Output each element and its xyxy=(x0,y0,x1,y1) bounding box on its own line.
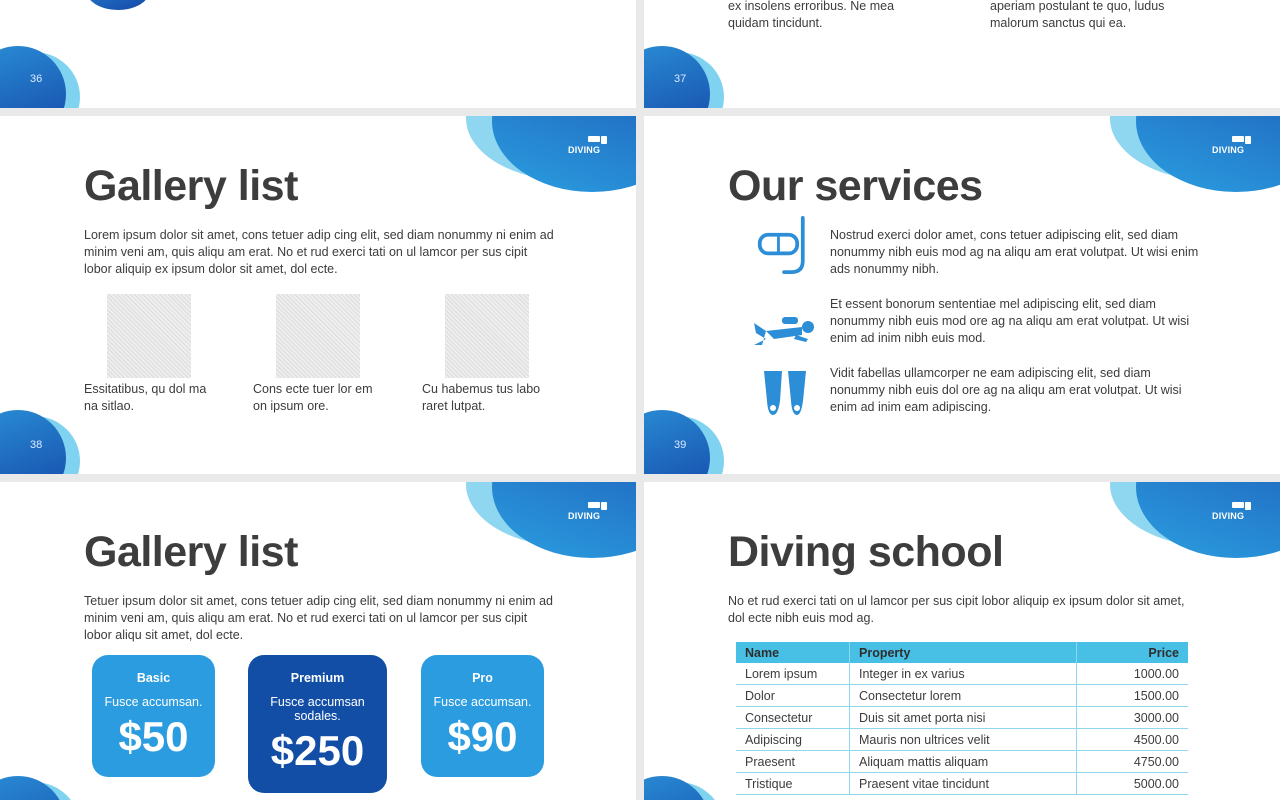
page-number: 37 xyxy=(674,73,687,85)
header-blob xyxy=(1110,116,1280,194)
table-row xyxy=(736,707,1188,729)
slide-40[interactable] xyxy=(0,482,636,800)
plan-name: Premium xyxy=(290,671,345,685)
service-description: Et essent bonorum sententiae mel adipiscing elit, sed diam nonummy nibh euis mod ore ag na aliqu am erat volutpat. Ut wisi enim ad inim nibh euis mod. xyxy=(830,297,1190,345)
plan-price: $50 xyxy=(118,713,189,760)
column-header-price: Price xyxy=(1077,642,1189,663)
plan-name: Basic xyxy=(136,671,171,685)
diving-logo: DIVING xyxy=(1212,136,1252,156)
slide-title: Diving school xyxy=(728,528,1004,576)
gallery-image-placeholder[interactable] xyxy=(107,294,191,378)
header-blob xyxy=(1110,482,1280,560)
gallery-caption: Cons ecte tuer lor em on ipsum ore. xyxy=(253,382,373,413)
slide-37[interactable] xyxy=(644,0,1280,108)
slide-paragraph: No et rud exerci tati on ul lamcor per sus cipit lobor aliquip ex ipsum dolor sit amet, dol ecte nibh euis mod ag. xyxy=(728,594,1185,625)
cell-name: Lorem ipsum xyxy=(736,663,850,685)
header-blob xyxy=(466,116,636,194)
slide-decoration xyxy=(86,0,150,10)
diving-logo: DIVING xyxy=(568,502,608,522)
cell-property: Duis sit amet porta nisi xyxy=(850,707,1077,729)
gallery-caption: Cu habemus tus labo raret lutpat. xyxy=(422,382,541,413)
header-blob xyxy=(466,482,636,560)
cell-name: Adipiscing xyxy=(736,729,850,751)
cell-property: Mauris non ultrices velit xyxy=(850,729,1077,751)
slide-paragraph: Tetuer ipsum dolor sit amet, cons tetuer adip cing elit, sed diam nonummy ni enim ad minim veni am, quis aliqu am erat. No et rud exerci tati on ul lamcor per sus cipit lobor aliqu sit amet, dol ecte. xyxy=(84,594,553,642)
table-row xyxy=(736,729,1188,751)
page-number: 39 xyxy=(674,439,687,451)
pricing-table xyxy=(736,642,1188,795)
pricing-card-pro[interactable] xyxy=(421,655,544,777)
cell-price: 3000.00 xyxy=(1077,707,1189,729)
column-header-name: Name xyxy=(736,642,850,663)
corner-blob xyxy=(644,776,724,800)
gallery-caption: Essitatibus, qu dol ma na sitlao. xyxy=(84,382,207,413)
plan-price: $250 xyxy=(270,727,365,774)
slide-38[interactable] xyxy=(0,116,636,474)
slide-36[interactable] xyxy=(0,0,636,108)
page-number: 38 xyxy=(30,439,43,451)
cell-property: Praesent vitae tincidunt xyxy=(850,773,1077,795)
table-header-row xyxy=(736,642,1188,663)
service-description: Nostrud exerci dolor amet, cons tetuer adipiscing elit, sed diam nonummy nibh euis mod ag na aliqu am erat volutpat. Ut wisi enim ads nonummy nibh. xyxy=(830,228,1199,276)
cell-name: Dolor xyxy=(736,685,850,707)
cell-property: Aliquam mattis aliquam xyxy=(850,751,1077,773)
cell-name: Tristique xyxy=(736,773,850,795)
cell-price: 1000.00 xyxy=(1077,663,1189,685)
text-fragment-left: ex insolens erroribus. Ne mea quidam tincidunt. xyxy=(728,0,895,30)
text-fragment-right: aperiam postulant te quo, ludus malorum sanctus qui ea. xyxy=(990,0,1165,30)
table-row xyxy=(736,685,1188,707)
corner-blob xyxy=(0,776,80,800)
cell-price: 4500.00 xyxy=(1077,729,1189,751)
scuba-diver-icon xyxy=(752,300,818,358)
plan-name: Pro xyxy=(472,671,493,685)
gallery-image-placeholder[interactable] xyxy=(276,294,360,378)
column-header-property: Property xyxy=(850,642,1077,663)
slide-41[interactable] xyxy=(644,482,1280,800)
table-row xyxy=(736,663,1188,685)
cell-price: 5000.00 xyxy=(1077,773,1189,795)
snorkel-mask-icon xyxy=(752,216,818,274)
table-row xyxy=(736,773,1188,795)
diving-logo: DIVING xyxy=(1212,502,1252,522)
cell-name: Consectetur xyxy=(736,707,850,729)
plan-description: Fusce accumsan sodales. xyxy=(270,695,365,723)
cell-property: Integer in ex varius xyxy=(850,663,1077,685)
cell-property: Consectetur lorem xyxy=(850,685,1077,707)
cell-price: 4750.00 xyxy=(1077,751,1189,773)
slide-title: Gallery list xyxy=(84,162,298,210)
pricing-card-premium[interactable] xyxy=(248,655,387,793)
diving-logo: DIVING xyxy=(568,136,608,156)
slide-title: Our services xyxy=(728,162,983,210)
pricing-card-basic[interactable] xyxy=(92,655,215,777)
slide-title: Gallery list xyxy=(84,528,298,576)
page-number: 36 xyxy=(30,73,43,85)
slide-39[interactable] xyxy=(644,116,1280,474)
service-description: Vidit fabellas ullamcorper ne eam adipiscing elit, sed diam nonummy nibh euis dol ore ag na aliqu am erat volutpat. Ut wisi enim ad inim eam adipiscing. xyxy=(830,366,1182,414)
fins-icon xyxy=(752,364,818,422)
cell-price: 1500.00 xyxy=(1077,685,1189,707)
slide-paragraph: Lorem ipsum dolor sit amet, cons tetuer adip cing elit, sed diam nonummy ni enim ad minim veni am, quis aliqu am erat. No et rud exerci tati on ul lamcor per sus cipit lobor aliquip ex ipsum dolor sit amet, dol ecte. xyxy=(84,228,554,276)
cell-name: Praesent xyxy=(736,751,850,773)
plan-description: Fusce accumsan. xyxy=(433,695,532,709)
plan-price: $90 xyxy=(447,713,518,760)
gallery-image-placeholder[interactable] xyxy=(445,294,529,378)
table-row xyxy=(736,751,1188,773)
plan-description: Fusce accumsan. xyxy=(104,695,203,709)
